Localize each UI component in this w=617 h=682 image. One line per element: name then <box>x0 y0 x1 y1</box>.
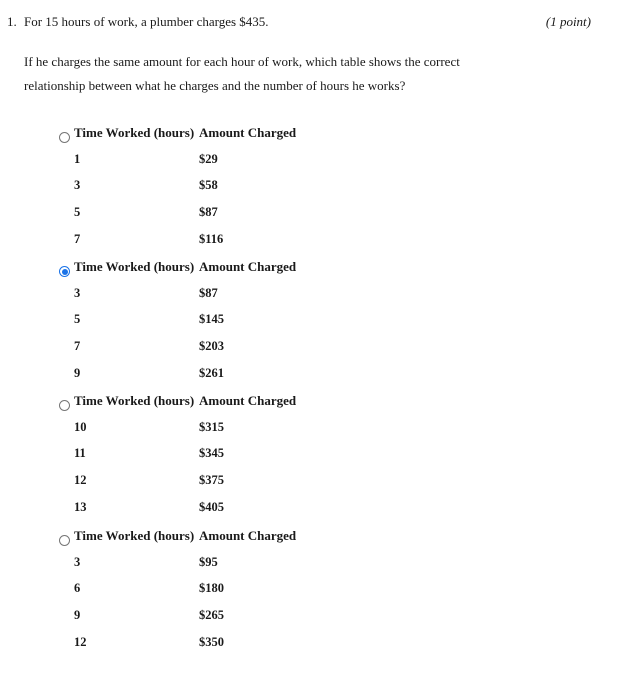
amount-cell: $87 <box>199 285 218 300</box>
header-amount: Amount Charged <box>199 528 297 543</box>
amount-cell: $180 <box>199 581 224 596</box>
amount-cell: $29 <box>199 151 218 166</box>
amount-cell: $375 <box>199 473 224 488</box>
time-cell: 1 <box>74 151 81 166</box>
answer-option-c[interactable] <box>0 386 617 520</box>
time-cell: 3 <box>74 285 81 300</box>
amount-cell: $95 <box>199 554 218 569</box>
time-cell: 13 <box>74 499 87 514</box>
amount-cell: $315 <box>199 419 224 434</box>
time-cell: 9 <box>74 608 81 623</box>
time-cell: 3 <box>74 178 81 193</box>
header-amount: Amount Charged <box>199 393 297 408</box>
time-cell: 7 <box>74 231 81 246</box>
option-c-radio[interactable] <box>59 400 70 411</box>
time-cell: 11 <box>74 446 86 461</box>
question-prompt: If he charges the same amount for each hour of work, which table shows the correct relationship between what he charges and the number of hours he works? <box>24 54 460 93</box>
header-amount: Amount Charged <box>199 259 297 274</box>
option-a-radio[interactable] <box>59 132 70 143</box>
header-time: Time Worked (hours) <box>74 259 195 274</box>
time-cell: 12 <box>74 634 87 649</box>
answer-option-b[interactable] <box>0 252 617 386</box>
amount-cell: $58 <box>199 178 218 193</box>
header-time: Time Worked (hours) <box>74 393 195 408</box>
amount-cell: $350 <box>199 634 224 649</box>
answer-option-d[interactable] <box>0 521 617 655</box>
header-time: Time Worked (hours) <box>74 528 195 543</box>
question-number: 1. <box>7 14 17 29</box>
header-time: Time Worked (hours) <box>74 125 195 140</box>
time-cell: 9 <box>74 365 81 380</box>
question-stem: For 15 hours of work, a plumber charges $435. <box>24 14 269 29</box>
amount-cell: $405 <box>199 499 224 514</box>
amount-cell: $116 <box>199 231 224 246</box>
time-cell: 5 <box>74 205 81 220</box>
answer-option-a[interactable] <box>0 118 617 252</box>
amount-cell: $345 <box>199 446 224 461</box>
amount-cell: $145 <box>199 312 224 327</box>
option-b-radio[interactable] <box>59 266 70 277</box>
time-cell: 3 <box>74 554 81 569</box>
time-cell: 6 <box>74 581 81 596</box>
points-label: (1 point) <box>545 14 591 29</box>
amount-cell: $265 <box>199 608 224 623</box>
amount-cell: $87 <box>199 205 218 220</box>
time-cell: 7 <box>74 339 81 354</box>
amount-cell: $261 <box>199 365 224 380</box>
time-cell: 5 <box>74 312 81 327</box>
time-cell: 12 <box>74 473 87 488</box>
amount-cell: $203 <box>199 339 224 354</box>
time-cell: 10 <box>74 419 87 434</box>
header-amount: Amount Charged <box>199 125 297 140</box>
option-d-radio[interactable] <box>59 535 70 546</box>
